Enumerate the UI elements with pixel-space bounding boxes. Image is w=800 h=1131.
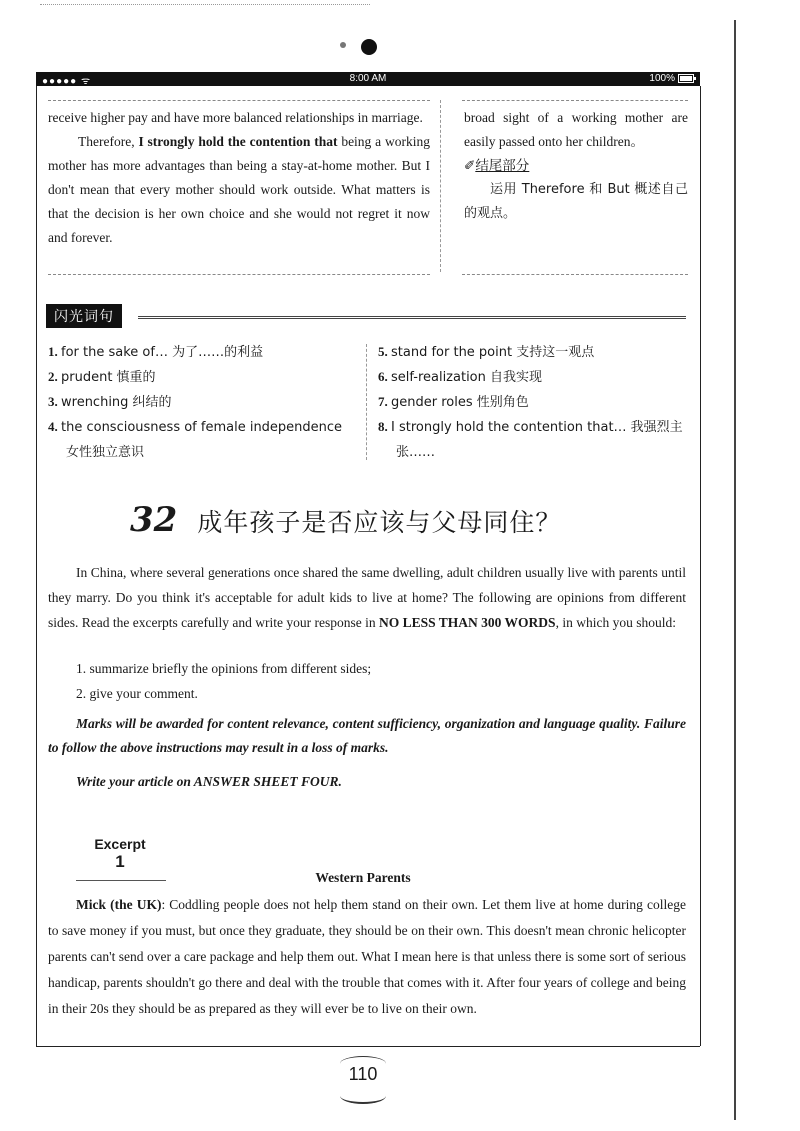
write-instruction: Write your article on ANSWER SHEET FOUR. [76,774,342,789]
right-paragraph-2: 运用 Therefore 和 But 概述自己的观点。 [464,182,688,221]
top-dashed-rule-right [462,100,688,101]
excerpt-speaker: Mick (the UK) [76,897,162,912]
vocab-num: 7. [378,394,388,409]
column-divider [440,100,441,272]
page-frame-left [36,86,37,1046]
excerpt-heading: Western Parents [315,870,411,885]
battery-label: 100% [649,73,675,84]
p2-bold-phrase: I strongly hold the contention that [138,134,338,149]
vocab-num: 6. [378,369,388,384]
page-number-arc-bottom [340,1088,386,1104]
vocab-item [378,365,690,390]
vocab-list-left [48,340,358,465]
status-bar [36,72,700,86]
vocab-item [48,340,358,365]
vocab-banner [46,304,122,328]
top-dashed-rule-left [48,100,430,101]
p2-rest: being a working mother has more advantages than being a stay-at-home mother. But I don't mean that every mother should work outside. What matters is that the decision is her own choice and she would not regret it now and forever. [48,134,430,245]
vocab-title: 闪光词句 [46,304,122,328]
scan-edge-line [734,20,736,1120]
prompt-items [76,656,676,706]
marks-note: Marks will be awarded for content relevance, content sufficiency, organization and language quality. Failure to follow the above instructions may result in a loss of marks. [48,716,686,755]
camera-dot-icon [361,39,377,55]
conclusion-heading-text: 结尾部分 [475,158,530,174]
excerpt-body [48,892,686,1022]
vocab-num: 8. [378,419,388,434]
signal-icon: ●●●●● ᯤ [42,76,92,87]
right-paragraph-1: broad sight of a working mother are easily passed onto her children。 [464,110,688,149]
vocab-num: 1. [48,344,58,359]
vocab-item [378,390,690,415]
speaker-colon: : [161,897,170,912]
pen-icon: ✐ [464,158,476,173]
intro-tail: , in which you should: [555,615,676,630]
vocab-item [378,415,690,465]
vocab-text: I strongly hold the contention that… 我强烈主张…… [391,420,683,460]
vocab-divider [366,344,367,460]
topic-title-text: 成年孩子是否应该与父母同住？ [197,508,562,537]
topic-title [130,500,561,540]
vocab-text: wrenching 纠结的 [61,395,172,410]
status-time: 8:00 AM [349,73,387,84]
conclusion-heading [464,154,688,178]
vocab-num: 4. [48,419,58,434]
topic-number: 32 [130,500,178,540]
vocab-text: gender roles 性别角色 [391,395,529,410]
vocab-text: self-realization 自我实现 [391,370,543,385]
vocab-item [48,415,358,465]
intro-word-limit: NO LESS THAN 300 WORDS [379,615,556,630]
excerpt-badge-number: 1 [115,852,125,871]
battery-icon [678,74,694,83]
bottom-dashed-rule-left [48,274,430,275]
vocab-num: 2. [48,369,58,384]
excerpt-badge-word: Excerpt [94,836,146,852]
vocab-banner-rule [138,316,686,319]
page-frame-bottom [36,1046,700,1047]
excerpt-badge [80,836,160,872]
prompt-item: 1. summarize briefly the opinions from different sides; [76,661,372,676]
left-column-text [48,106,430,250]
vocab-item [48,365,358,390]
excerpt-text: Coddling people does not help them stand on their own. Let them live at home during college to save money if you must, but once they graduate, they should be on their own. This doesn't mean chronic helicopter parents can't send over a care package and help them out. What I mean here is that unless there is some sort of serious handicap, parents shouldn't go there and deal with the trouble that comes with it. After four years of college and being in their 20s they should be as prepared as they will ever be to live on their own. [48,897,686,1016]
vocab-text: the consciousness of female independence 女性独立意识 [61,420,343,460]
battery-indicator [649,73,694,84]
vocab-item [378,340,690,365]
vocab-text: stand for the point 支持这一观点 [391,345,595,360]
vocab-text: prudent 慎重的 [61,370,156,385]
prompt-intro [48,560,686,635]
left-paragraph-2 [48,130,430,250]
page-number: 110 [348,1064,378,1084]
intro-text: In China, where several generations once shared the same dwelling, adult children usually live with parents until they marry. Do you think it's acceptable for adult kids to live at home? The following are opinions from different sides. Read the excerpts carefully and write your response in [48,565,686,630]
small-dot-decoration [340,42,346,48]
vocab-item [48,390,358,415]
top-dotted-rule [40,4,370,5]
vocab-text: for the sake of… 为了……的利益 [61,345,264,360]
prompt-item: 2. give your comment. [76,686,198,701]
left-paragraph-1: receive higher pay and have more balanced relationships in marriage. [48,110,423,125]
p2-lead: Therefore, [78,134,139,149]
vocab-list-right [378,340,690,465]
page-frame-right [700,86,701,1046]
right-column-text [464,106,688,226]
bottom-dashed-rule-right [462,274,688,275]
vocab-num: 5. [378,344,388,359]
vocab-num: 3. [48,394,58,409]
